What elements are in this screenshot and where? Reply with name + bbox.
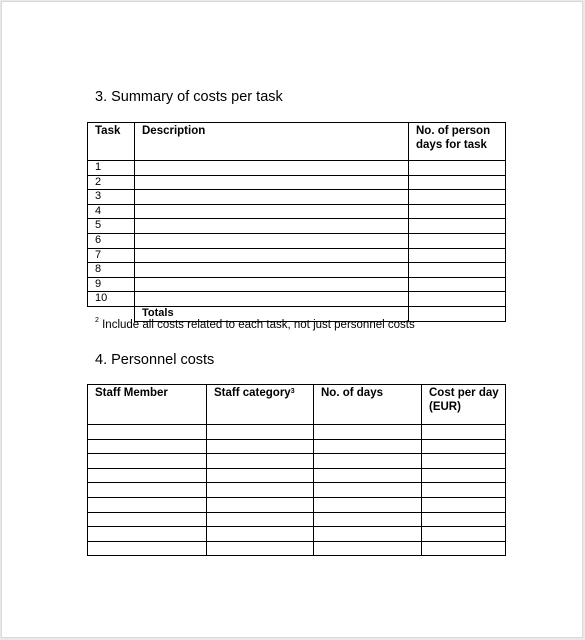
- person-days-cell[interactable]: [409, 219, 506, 234]
- staff-category-cell[interactable]: [207, 483, 314, 498]
- table-row: [88, 425, 506, 440]
- cost-per-day-cell[interactable]: [422, 483, 506, 498]
- table-row: [88, 512, 506, 527]
- description-cell[interactable]: [135, 175, 409, 190]
- staff-category-cell[interactable]: [207, 425, 314, 440]
- costs-per-task-table: [87, 122, 506, 322]
- days-cell[interactable]: [314, 439, 422, 454]
- staff-category-note-marker: 3: [290, 388, 295, 395]
- staff-member-cell[interactable]: [88, 454, 207, 469]
- personnel-costs-table: [87, 384, 506, 556]
- person-days-cell[interactable]: [409, 175, 506, 190]
- cost-per-day-cell[interactable]: [422, 454, 506, 469]
- days-column-header: No. of days: [314, 385, 422, 425]
- table-row: [88, 497, 506, 512]
- person-days-column-header: No. of person days for task: [409, 123, 506, 161]
- staff-member-cell[interactable]: [88, 468, 207, 483]
- table-row: [88, 541, 506, 556]
- section-3-heading: 3. Summary of costs per task: [95, 89, 283, 105]
- staff-category-cell[interactable]: [207, 454, 314, 469]
- footnote-text: Include all costs related to each task, not just personnel costs: [102, 319, 415, 331]
- staff-category-cell[interactable]: [207, 541, 314, 556]
- description-cell[interactable]: [135, 204, 409, 219]
- days-cell[interactable]: [314, 527, 422, 542]
- totals-label: Totals: [135, 306, 409, 321]
- staff-member-cell[interactable]: [88, 497, 207, 512]
- description-cell[interactable]: [135, 292, 409, 307]
- cost-per-day-cell[interactable]: [422, 512, 506, 527]
- cost-per-day-cell[interactable]: [422, 497, 506, 512]
- description-column-header: Description: [135, 123, 409, 161]
- cost-per-day-cell[interactable]: [422, 541, 506, 556]
- task-number-cell: 1: [88, 161, 135, 176]
- person-days-cell[interactable]: [409, 248, 506, 263]
- staff-member-column-header: Staff Member: [88, 385, 207, 425]
- task-number-cell: 5: [88, 219, 135, 234]
- description-cell[interactable]: [135, 161, 409, 176]
- days-cell[interactable]: [314, 541, 422, 556]
- task-number-cell: 8: [88, 263, 135, 278]
- task-number-cell: 3: [88, 190, 135, 205]
- person-days-cell[interactable]: [409, 233, 506, 248]
- staff-member-cell[interactable]: [88, 527, 207, 542]
- table-row: [88, 175, 506, 190]
- staff-member-cell[interactable]: [88, 483, 207, 498]
- person-days-cell[interactable]: [409, 204, 506, 219]
- document-page: [1, 1, 583, 638]
- person-days-cell[interactable]: [409, 292, 506, 307]
- footnote: [95, 319, 415, 331]
- cost-per-day-cell[interactable]: [422, 527, 506, 542]
- section-4-heading: 4. Personnel costs: [95, 352, 215, 368]
- person-days-cell[interactable]: [409, 263, 506, 278]
- costs-per-task-body: [88, 161, 506, 322]
- table-row: [88, 483, 506, 498]
- staff-category-cell[interactable]: [207, 468, 314, 483]
- staff-member-cell[interactable]: [88, 541, 207, 556]
- days-cell[interactable]: [314, 425, 422, 440]
- table-row: [88, 277, 506, 292]
- days-cell[interactable]: [314, 497, 422, 512]
- description-cell[interactable]: [135, 277, 409, 292]
- task-number-cell: 4: [88, 204, 135, 219]
- table-row: [88, 527, 506, 542]
- task-number-cell: 2: [88, 175, 135, 190]
- table-row: [88, 219, 506, 234]
- staff-member-cell[interactable]: [88, 425, 207, 440]
- task-number-cell: 10: [88, 292, 135, 307]
- table-row: [88, 454, 506, 469]
- staff-category-label: Staff category: [214, 387, 291, 399]
- description-cell[interactable]: [135, 248, 409, 263]
- description-cell[interactable]: [135, 190, 409, 205]
- table-row: [88, 468, 506, 483]
- table-row: [88, 161, 506, 176]
- task-number-cell: 6: [88, 233, 135, 248]
- person-days-cell[interactable]: [409, 161, 506, 176]
- staff-member-cell[interactable]: [88, 439, 207, 454]
- table-row: [88, 292, 506, 307]
- description-cell[interactable]: [135, 233, 409, 248]
- days-cell[interactable]: [314, 468, 422, 483]
- staff-category-column-header: [207, 385, 314, 425]
- table-row: [88, 190, 506, 205]
- staff-category-cell[interactable]: [207, 439, 314, 454]
- days-cell[interactable]: [314, 483, 422, 498]
- table-row: [88, 204, 506, 219]
- task-number-cell: 9: [88, 277, 135, 292]
- footnote-marker: 2: [95, 317, 99, 324]
- person-days-cell[interactable]: [409, 277, 506, 292]
- table-row: [88, 263, 506, 278]
- table-header-row: [88, 385, 506, 425]
- person-days-cell[interactable]: [409, 190, 506, 205]
- cost-per-day-cell[interactable]: [422, 439, 506, 454]
- totals-value-cell[interactable]: [409, 306, 506, 321]
- days-cell[interactable]: [314, 512, 422, 527]
- days-cell[interactable]: [314, 454, 422, 469]
- staff-member-cell[interactable]: [88, 512, 207, 527]
- table-header-row: [88, 123, 506, 161]
- cost-per-day-cell[interactable]: [422, 425, 506, 440]
- cost-per-day-cell[interactable]: [422, 468, 506, 483]
- personnel-costs-body: [88, 425, 506, 556]
- task-number-cell: 7: [88, 248, 135, 263]
- task-column-header: Task: [88, 123, 135, 161]
- description-cell[interactable]: [135, 263, 409, 278]
- staff-category-cell[interactable]: [207, 527, 314, 542]
- staff-category-cell[interactable]: [207, 497, 314, 512]
- description-cell[interactable]: [135, 219, 409, 234]
- table-row: [88, 439, 506, 454]
- table-row: [88, 233, 506, 248]
- staff-category-cell[interactable]: [207, 512, 314, 527]
- cost-per-day-column-header: Cost per day (EUR): [422, 385, 506, 425]
- table-row: [88, 248, 506, 263]
